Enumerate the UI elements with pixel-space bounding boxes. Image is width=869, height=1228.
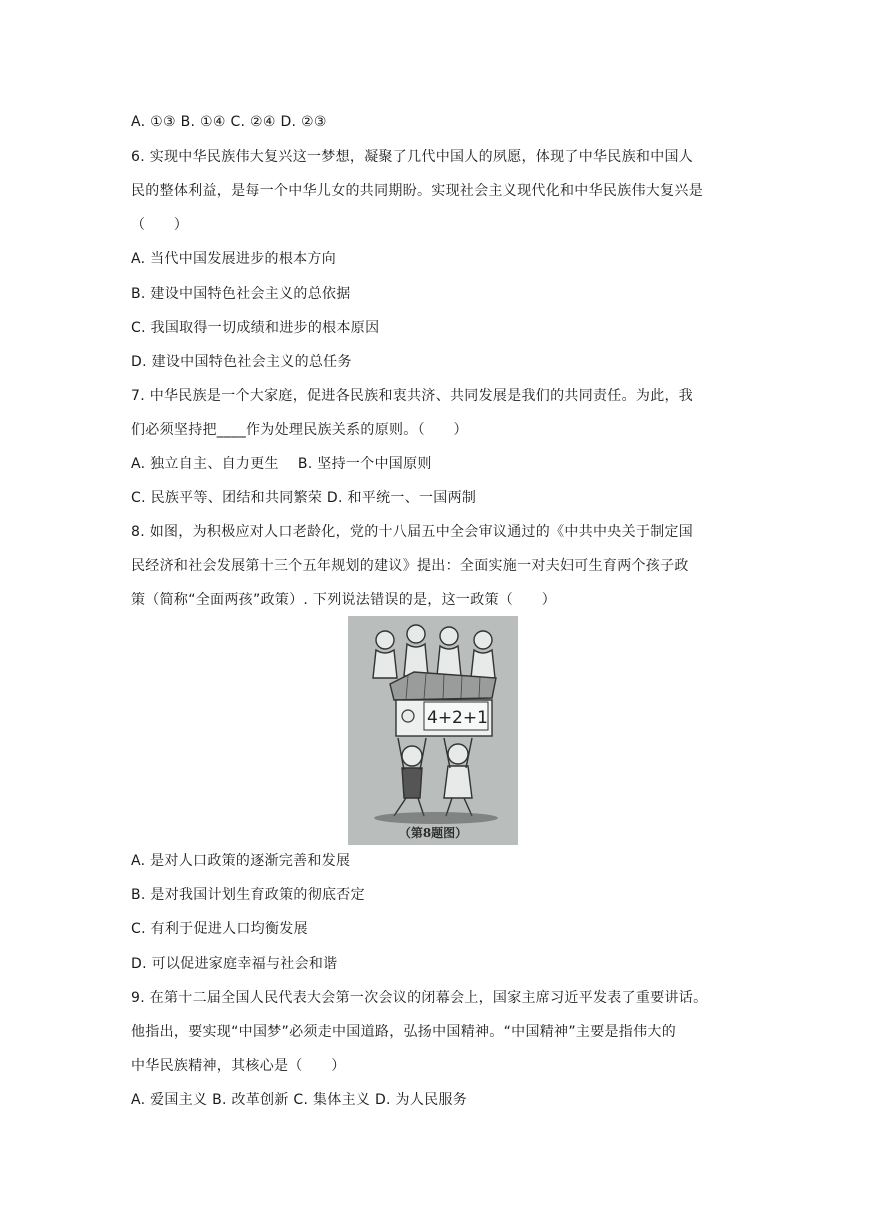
q8-option-a: A. 是对人口政策的逐渐完善和发展	[131, 853, 351, 869]
q6-stem-line-2: 民的整体利益，是每一个中华儿女的共同期盼。实现社会主义现代化和中华民族伟大复兴是	[131, 183, 703, 199]
q7-stem-line-2: 们必须坚持把____作为处理民族关系的原则。（ ）	[131, 422, 468, 438]
figure-formula-text: 4+2+1	[427, 708, 488, 728]
q9-options: A. 爱国主义 B. 改革创新 C. 集体主义 D. 为人民服务	[131, 1092, 468, 1108]
q8-option-b: B. 是对我国计划生育政策的彻底否定	[131, 887, 365, 903]
q6-option-b: B. 建设中国特色社会主义的总依据	[131, 286, 351, 302]
q8-stem-line-3: 策（简称“全面两孩”政策）. 下列说法错误的是，这一政策（ ）	[131, 592, 557, 608]
q7-options-cd: C. 民族平等、团结和共同繁荣 D. 和平统一、一国两制	[131, 490, 477, 506]
q9-stem-line-1: 9. 在第十二届全国人民代表大会第一次会议的闭幕会上，国家主席习近平发表了重要讲话。	[131, 990, 708, 1006]
q8-option-c: C. 有利于促进人口均衡发展	[131, 921, 308, 937]
q5-options: A. ①③ B. ①④ C. ②④ D. ②③	[131, 114, 327, 130]
q6-option-a: A. 当代中国发展进步的根本方向	[131, 251, 337, 267]
q7-stem-line-1: 7. 中华民族是一个大家庭，促进各民族和衷共济、共同发展是我们的共同责任。为此，我	[131, 388, 694, 404]
q7-options-ab: A. 独立自主、自力更生 B. 坚持一个中国原则	[131, 456, 432, 472]
q8-option-d: D. 可以促进家庭幸福与社会和谐	[131, 956, 338, 972]
q6-stem-line-3: （ ）	[131, 217, 189, 233]
q8-stem-line-2: 民经济和社会发展第十三个五年规划的建议》提出：全面实施一对夫妇可生育两个孩子政	[131, 558, 689, 574]
q8-cartoon-figure	[348, 616, 518, 845]
cartoon-illustration	[348, 616, 518, 845]
q9-stem-line-2: 他指出，要实现“中国梦”必须走中国道路，弘扬中国精神。“中国精神”主要是指伟大的	[131, 1024, 677, 1040]
q6-option-d: D. 建设中国特色社会主义的总任务	[131, 354, 352, 370]
q8-stem-line-1: 8. 如图，为积极应对人口老龄化，党的十八届五中全会审议通过的《中共中央关于制定国	[131, 524, 694, 540]
q9-stem-line-3: 中华民族精神，其核心是（ ）	[131, 1058, 346, 1074]
figure-caption: （第8题图）	[398, 826, 468, 840]
q6-option-c: C. 我国取得一切成绩和进步的根本原因	[131, 320, 380, 336]
q6-stem-line-1: 6. 实现中华民族伟大复兴这一梦想，凝聚了几代中国人的夙愿，体现了中华民族和中国人	[131, 149, 694, 165]
